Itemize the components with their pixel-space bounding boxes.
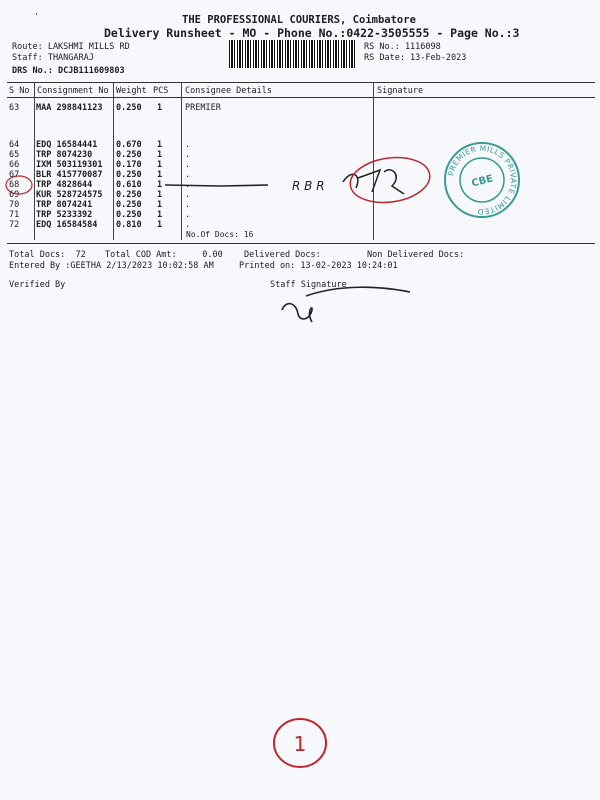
- row-weight: 0.250: [116, 190, 142, 200]
- row-weight: 0.670: [116, 140, 142, 150]
- row-consignment: KUR 528724575: [36, 190, 103, 200]
- row-pcs: 1: [157, 180, 163, 190]
- column-header-weight: Weight: [116, 86, 147, 96]
- staff-signature-scribble-icon: [282, 287, 410, 322]
- row-sno: 69: [9, 190, 20, 200]
- row-pcs: 1: [157, 140, 163, 150]
- row-pcs: 1: [157, 210, 163, 220]
- printed-on: Printed on: 13-02-2023 10:24:01: [239, 261, 398, 271]
- arrow-line: [165, 185, 268, 186]
- receiver-note: R B R: [292, 179, 325, 193]
- column-header-sno: S No: [9, 86, 30, 96]
- column-header-pcs: PCS: [153, 86, 169, 96]
- row-weight: 0.250: [116, 200, 142, 210]
- row-sno: 67: [9, 170, 20, 180]
- company-title: THE PROFESSIONAL COURIERS, Coimbatore: [182, 14, 416, 26]
- verified-by-label: Verified By: [9, 280, 66, 290]
- staff-signature-label: Staff Signature: [270, 280, 347, 290]
- route-label: Route: LAKSHMI MILLS RD: [12, 42, 130, 52]
- column-header-signature: Signature: [377, 86, 424, 96]
- row-pcs: 1: [157, 220, 163, 230]
- row-weight: 0.250: [116, 170, 142, 180]
- row-pcs: 1: [157, 103, 163, 113]
- row-pcs: 1: [157, 170, 163, 180]
- row-highlight-circle: [6, 176, 32, 194]
- row-weight: 0.810: [116, 220, 142, 230]
- row-consignee: .: [185, 170, 191, 180]
- staff-label: Staff: THANGARAJ: [12, 53, 94, 63]
- total-docs: Total Docs: 72: [9, 250, 86, 260]
- print-mark-icon: ': [34, 12, 39, 21]
- row-consignment: EDQ 16584441: [36, 140, 98, 150]
- row-consignment: IXM 503119301: [36, 160, 103, 170]
- total-cod-amount: Total COD Amt: 0.00: [105, 250, 223, 260]
- row-weight: 0.610: [116, 180, 142, 190]
- row-consignment: BLR 415770087: [36, 170, 103, 180]
- row-consignee: .: [185, 140, 191, 150]
- signature-highlight-circle: [347, 153, 432, 208]
- runsheet-subtitle: Delivery Runsheet - MO - Phone No.:0422-3505555 - Page No.:3: [104, 26, 520, 40]
- row-weight: 0.250: [116, 210, 142, 220]
- column-header-consignee: Consignee Details: [185, 86, 272, 96]
- row-pcs: 1: [157, 160, 163, 170]
- row-consignee: .: [185, 150, 191, 160]
- row-consignment: EDQ 16584584: [36, 220, 98, 230]
- row-pcs: 1: [157, 200, 163, 210]
- row-consignee: .: [185, 180, 191, 190]
- company-stamp: [445, 143, 519, 217]
- row-consignee: PREMIER: [185, 103, 221, 113]
- row-sno: 70: [9, 200, 20, 210]
- row-pcs: 1: [157, 150, 163, 160]
- row-consignee: .: [185, 210, 191, 220]
- row-sno: 71: [9, 210, 20, 220]
- drs-number: DRS No.: DCJB111609803: [12, 66, 125, 76]
- row-sno: 64: [9, 140, 20, 150]
- row-consignment: TRP 4828644: [36, 180, 93, 190]
- column-header-consignment: Consignment No: [37, 86, 109, 96]
- row-sno: 66: [9, 160, 20, 170]
- page-mark-number: 1: [293, 732, 307, 756]
- no-of-docs: No.Of Docs: 16: [186, 230, 254, 239]
- row-consignment: TRP 8074230: [36, 150, 93, 160]
- row-pcs: 1: [157, 190, 163, 200]
- rs-number: RS No.: 1116098: [364, 42, 441, 52]
- row-consignment: MAA 298841123: [36, 103, 103, 113]
- row-sno: 65: [9, 150, 20, 160]
- row-sno: 72: [9, 220, 20, 230]
- rs-date: RS Date: 13-Feb-2023: [364, 53, 467, 63]
- row-consignee: .: [185, 160, 191, 170]
- row-consignment: TRP 5233392: [36, 210, 93, 220]
- row-consignee: .: [185, 200, 191, 210]
- stamp-text: PREMIER MILLS PRIVATE LIMITED: [446, 143, 519, 217]
- row-sno: 63: [9, 103, 20, 113]
- delivered-docs: Delivered Docs:: [244, 250, 321, 260]
- stamp-center-text: CBE: [470, 173, 495, 190]
- entered-by: Entered By :GEETHA 2/13/2023 10:02:58 AM: [9, 261, 214, 271]
- row-consignment: TRP 8074241: [36, 200, 93, 210]
- row-weight: 0.250: [116, 103, 142, 113]
- non-delivered-docs: Non Delivered Docs:: [367, 250, 465, 260]
- row-consignee: .: [185, 190, 191, 200]
- row-weight: 0.250: [116, 150, 142, 160]
- row-weight: 0.170: [116, 160, 142, 170]
- row-consignee: .: [185, 220, 191, 230]
- row-sno: 68: [9, 180, 20, 190]
